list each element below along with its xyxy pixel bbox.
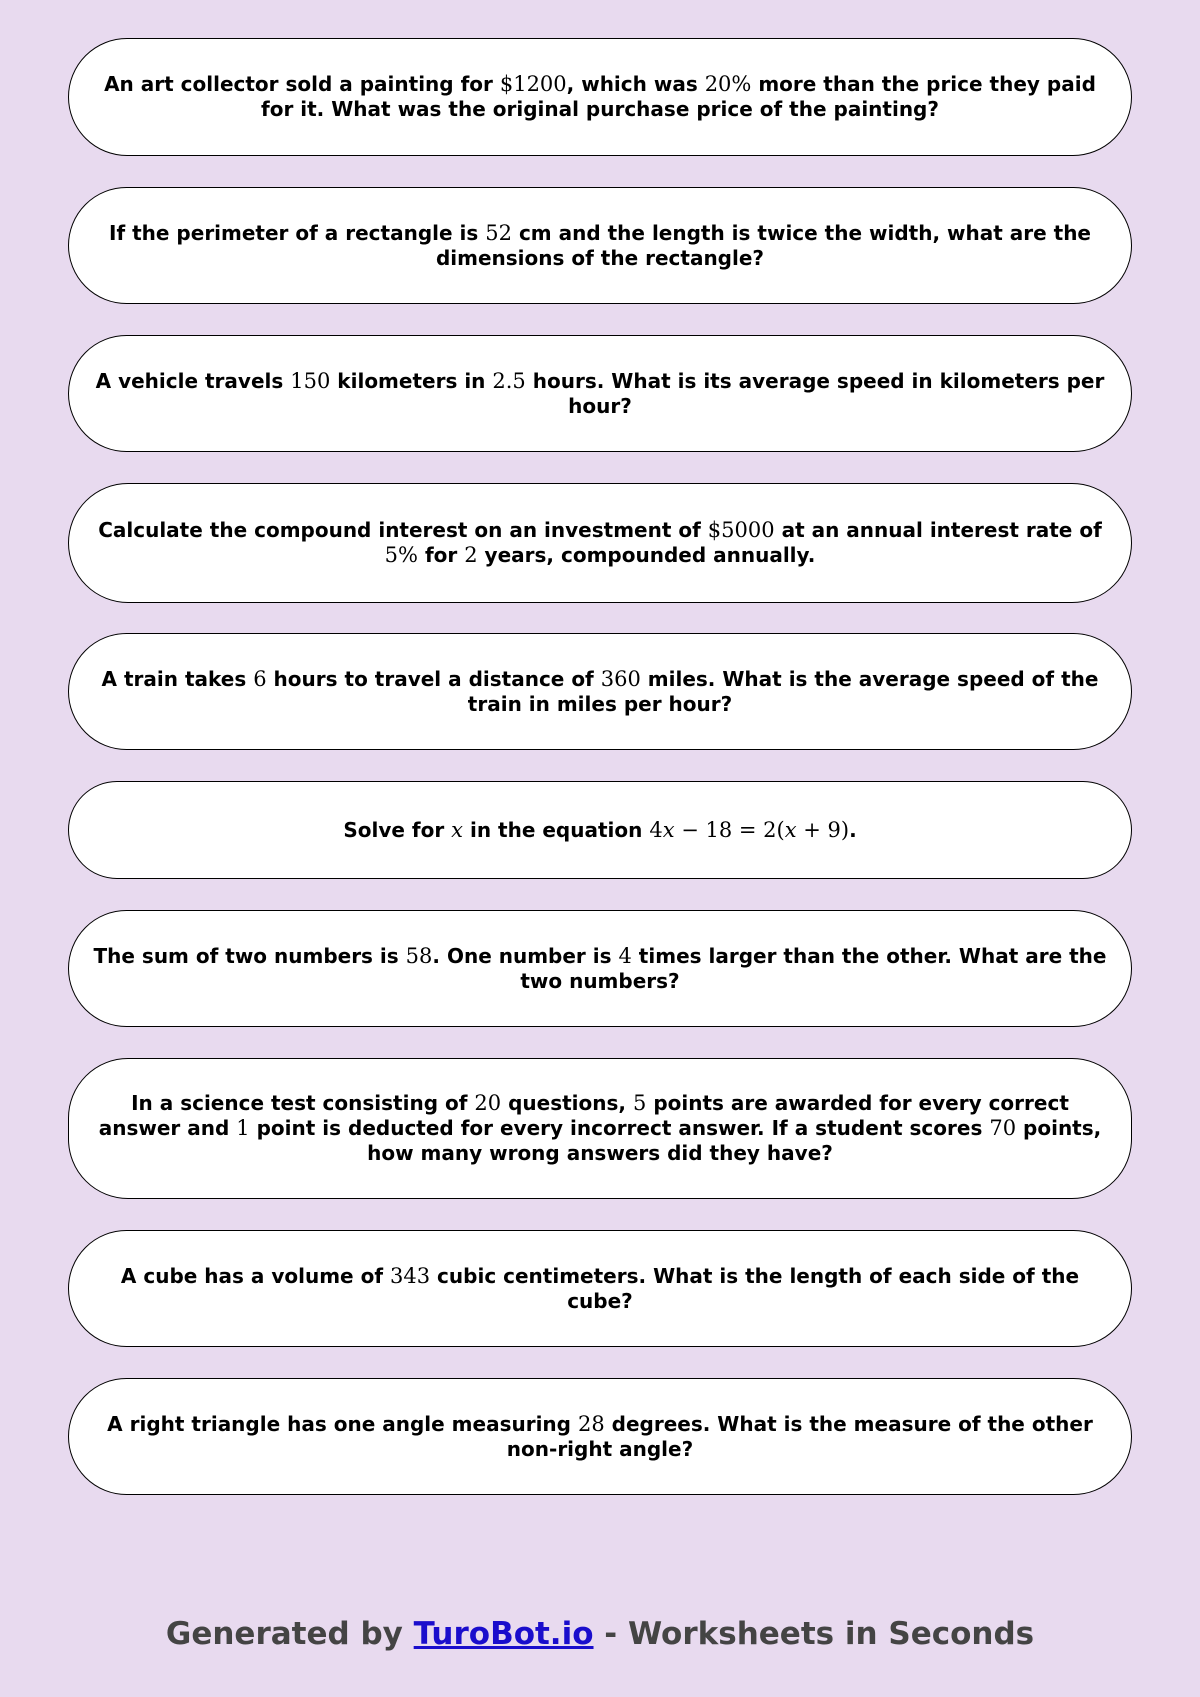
question-text: In a science test consisting of 20 questions, 5 points are awarded for every correct answer and 1 point is deducted for every incorrect answer. If a student scores 70 points, how many wrong answers did they have? (98, 1091, 1102, 1165)
question-text: A train takes 6 hours to travel a distance of 360 miles. What is the average speed of the train in miles per hour? (101, 666, 1099, 716)
question-text: A vehicle travels 150 kilometers in 2.5 hours. What is its average speed in kilometers per hour? (95, 368, 1105, 418)
footer-suffix: - Worksheets in Seconds (593, 1616, 1035, 1652)
question-box-5 (68, 633, 1132, 750)
question-box-8 (68, 1058, 1132, 1199)
question-box-4 (68, 483, 1132, 603)
question-box-6 (68, 781, 1132, 879)
question-text: If the perimeter of a rectangle is 52 cm and the length is twice the width, what are the dimensions of the rectangle? (109, 220, 1091, 270)
question-text: Calculate the compound interest on an investment of $5000 at an annual interest rate of 5% for 2 years, compounded annually. (98, 518, 1102, 567)
question-text: The sum of two numbers is 58. One number is 4 times larger than the other. What are the two numbers? (93, 943, 1107, 993)
turobot-link[interactable]: TuroBot.io (413, 1616, 594, 1652)
question-text: An art collector sold a painting for $1200, which was 20% more than the price they paid for it. What was the original purchase price of the painting? (104, 72, 1096, 121)
question-text: A right triangle has one angle measuring 28 degrees. What is the measure of the other non-right angle? (107, 1411, 1093, 1461)
question-box-9 (68, 1230, 1132, 1347)
footer (0, 1616, 1200, 1652)
question-box-3 (68, 335, 1132, 452)
question-box-1 (68, 38, 1132, 156)
question-box-10 (68, 1378, 1132, 1495)
question-text: A cube has a volume of 343 cubic centimeters. What is the length of each side of the cube? (120, 1263, 1080, 1313)
question-box-7 (68, 910, 1132, 1027)
question-text: Solve for x in the equation 4x − 18 = 2(x + 9). (343, 817, 857, 842)
question-box-2 (68, 187, 1132, 304)
footer-prefix: Generated by (165, 1616, 414, 1652)
